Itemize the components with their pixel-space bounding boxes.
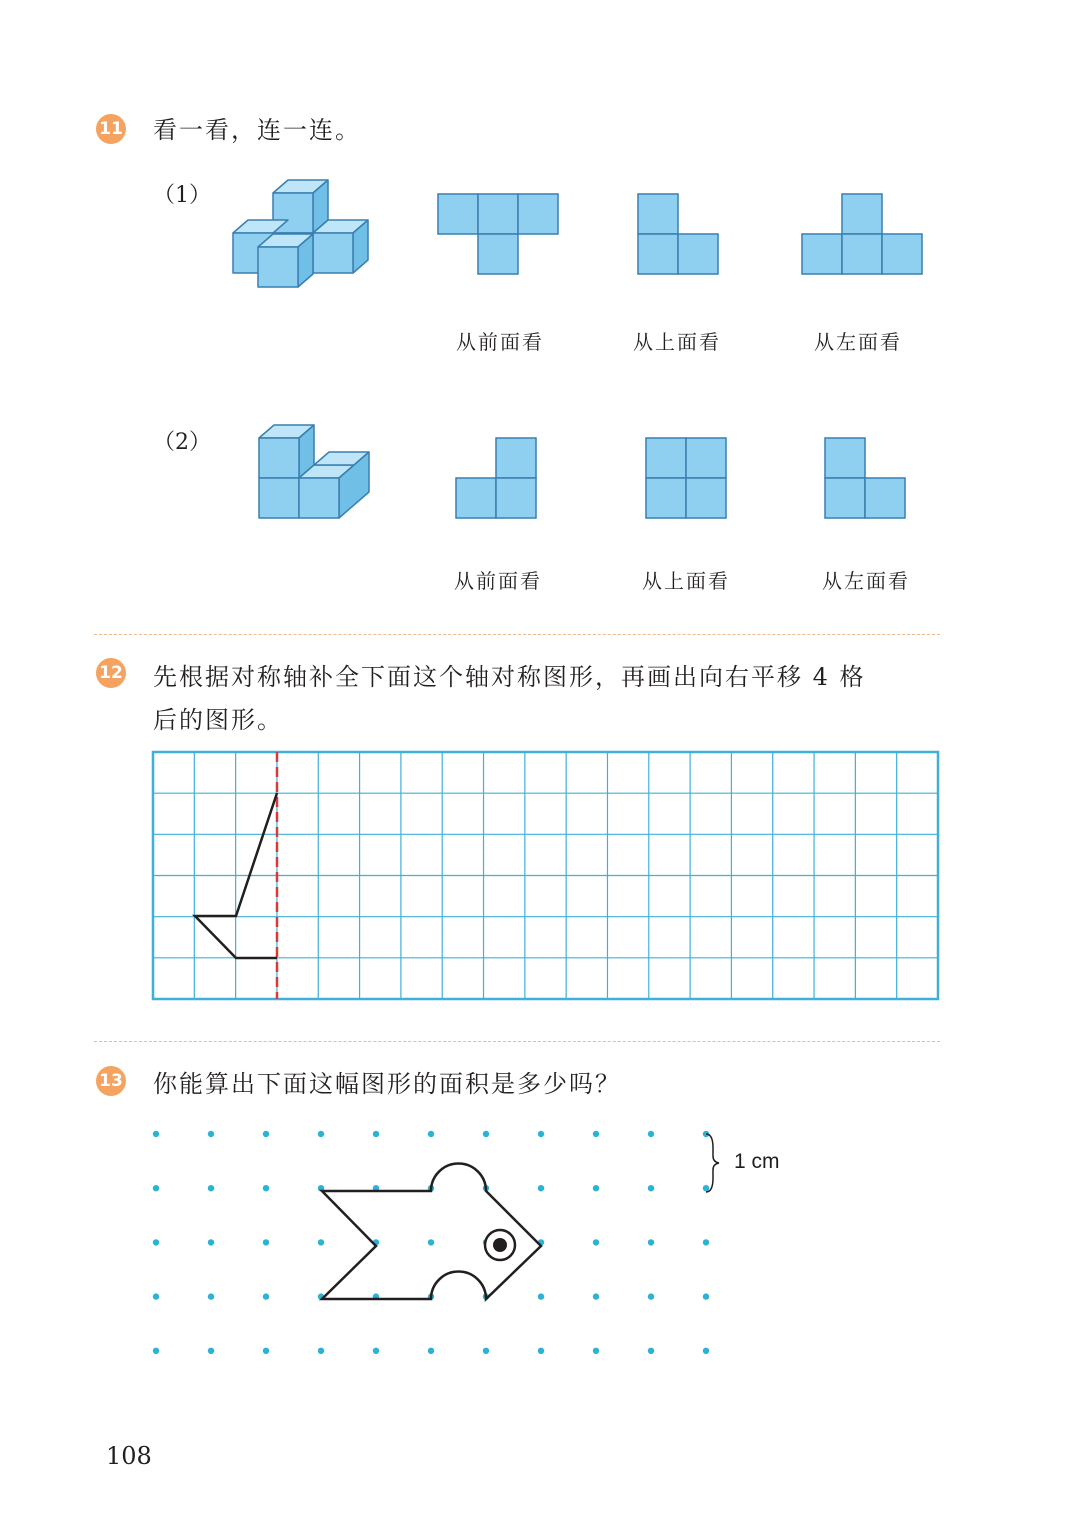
view-shape-1b <box>638 194 718 274</box>
grid-dot <box>648 1131 654 1137</box>
unit-bracket <box>706 1134 719 1192</box>
section-divider <box>94 1041 940 1042</box>
grid-dot <box>648 1239 654 1245</box>
grid-dot <box>153 1131 159 1137</box>
grid-dot <box>538 1348 544 1354</box>
grid-dot <box>593 1131 599 1137</box>
grid-dot <box>263 1185 269 1191</box>
part-label: （2） <box>153 430 211 455</box>
view-label-top: 从上面看 <box>642 569 730 593</box>
grid-dot <box>208 1131 214 1137</box>
grid-dot <box>593 1239 599 1245</box>
grid-dot <box>538 1131 544 1137</box>
view-shape-1c <box>802 194 922 274</box>
grid-dot <box>703 1239 709 1245</box>
grid-dot <box>703 1348 709 1354</box>
grid-dot <box>318 1348 324 1354</box>
question-number-badge: 12 <box>96 658 126 688</box>
grid-dot <box>318 1239 324 1245</box>
grid-dot <box>208 1239 214 1245</box>
grid-dot <box>263 1348 269 1354</box>
grid-dot <box>428 1131 434 1137</box>
grid-dot <box>263 1293 269 1299</box>
grid-dot <box>153 1185 159 1191</box>
grid-dot <box>208 1348 214 1354</box>
grid-dot <box>208 1185 214 1191</box>
view-shape-2b <box>646 438 726 518</box>
grid-dot <box>263 1131 269 1137</box>
question-number-badge: 13 <box>96 1066 126 1096</box>
grid-dot <box>648 1293 654 1299</box>
unit-label: 1 cm <box>734 1150 780 1173</box>
grid-dot <box>318 1131 324 1137</box>
question-text: 先根据对称轴补全下面这个轴对称图形，再画出向右平移 4 格 <box>153 663 866 691</box>
cube-solid-1 <box>233 180 368 287</box>
grid-dot <box>153 1293 159 1299</box>
grid-dot <box>593 1348 599 1354</box>
question-text: 看一看，连一连。 <box>153 116 361 144</box>
grid-dot <box>373 1348 379 1354</box>
dot-grid <box>153 1131 709 1354</box>
grid-dot <box>483 1348 489 1354</box>
view-shape-2a <box>456 438 536 518</box>
grid-dot <box>428 1239 434 1245</box>
grid-dot <box>648 1348 654 1354</box>
grid-dot <box>373 1131 379 1137</box>
grid-dot <box>703 1293 709 1299</box>
view-label-top: 从上面看 <box>633 330 721 354</box>
eye-icon <box>485 1230 515 1260</box>
section-divider <box>94 634 940 635</box>
square-grid <box>153 752 938 999</box>
grid-dot <box>428 1348 434 1354</box>
part-label: （1） <box>153 183 211 208</box>
grid-dot <box>263 1239 269 1245</box>
question-text-continued: 后的图形。 <box>153 706 283 734</box>
grid-dot <box>153 1348 159 1354</box>
view-label-front: 从前面看 <box>456 330 544 354</box>
cube-solid-2 <box>259 425 369 518</box>
page-number: 108 <box>106 1442 152 1470</box>
question-text: 你能算出下面这幅图形的面积是多少吗？ <box>153 1070 621 1098</box>
grid-dot <box>538 1293 544 1299</box>
view-label-left: 从左面看 <box>814 330 902 354</box>
grid-dot <box>593 1293 599 1299</box>
question-number-badge: 11 <box>96 114 126 144</box>
grid-dot <box>208 1293 214 1299</box>
view-shape-1a <box>438 194 558 274</box>
grid-dot <box>593 1185 599 1191</box>
grid-dot <box>483 1131 489 1137</box>
grid-dot <box>703 1185 709 1191</box>
grid-dot <box>153 1239 159 1245</box>
view-label-front: 从前面看 <box>454 569 542 593</box>
view-shape-2c <box>825 438 905 518</box>
view-label-left: 从左面看 <box>822 569 910 593</box>
grid-dot <box>648 1185 654 1191</box>
grid-dot <box>538 1185 544 1191</box>
